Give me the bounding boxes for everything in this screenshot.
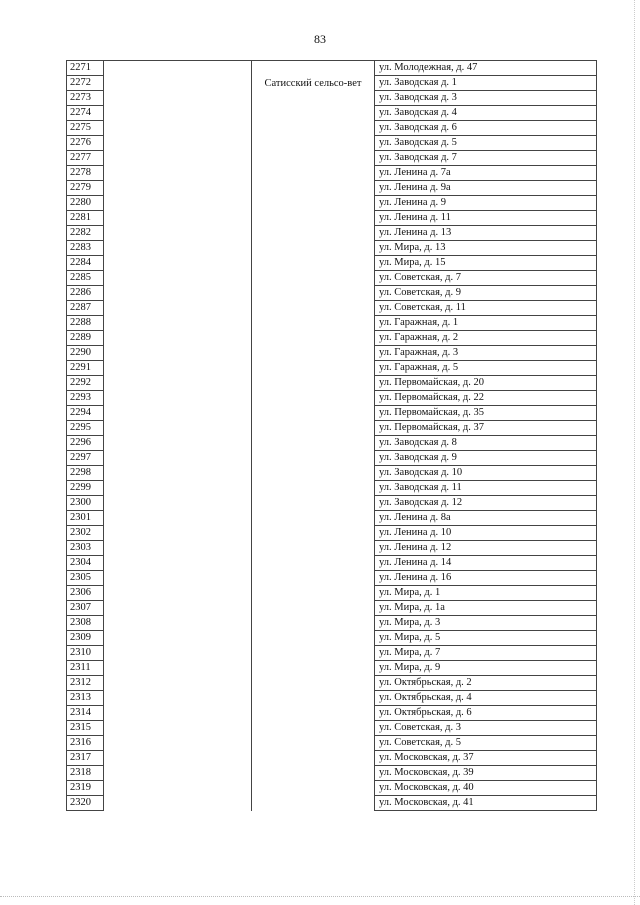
address-cell: ул. Московская, д. 40 [375,781,597,796]
table-row [67,61,597,76]
row-number: 2306 [67,586,104,601]
address-cell: ул. Ленина д. 13 [375,226,597,241]
address-cell: ул. Октябрьская, д. 2 [375,676,597,691]
row-number: 2317 [67,751,104,766]
address-cell: ул. Мира, д. 15 [375,256,597,271]
address-cell: ул. Ленина д. 8а [375,511,597,526]
row-number: 2316 [67,736,104,751]
address-cell: ул. Ленина д. 12 [375,541,597,556]
row-number: 2271 [67,61,104,76]
page-edge-bottom [0,896,640,897]
address-table-body [67,61,597,811]
row-number: 2300 [67,496,104,511]
row-number: 2278 [67,166,104,181]
address-cell: ул. Заводская д. 1 [375,76,597,91]
address-cell: ул. Советская, д. 11 [375,301,597,316]
row-number: 2319 [67,781,104,796]
address-cell: ул. Мира, д. 9 [375,661,597,676]
address-table-container [66,60,597,808]
row-number: 2314 [67,706,104,721]
municipality-cell [252,61,375,811]
address-cell: ул. Гаражная, д. 5 [375,361,597,376]
address-cell: ул. Первомайская, д. 37 [375,421,597,436]
row-number: 2315 [67,721,104,736]
row-number: 2287 [67,301,104,316]
address-cell: ул. Молодежная, д. 47 [375,61,597,76]
municipality-name: Сатисский сельсо-вет [264,78,362,89]
address-cell: ул. Гаражная, д. 3 [375,346,597,361]
row-number: 2282 [67,226,104,241]
address-cell: ул. Ленина д. 11 [375,211,597,226]
address-cell: ул. Мира, д. 3 [375,616,597,631]
row-number: 2284 [67,256,104,271]
address-cell: ул. Октябрьская, д. 4 [375,691,597,706]
address-cell: ул. Заводская д. 3 [375,91,597,106]
address-cell: ул. Первомайская, д. 20 [375,376,597,391]
row-number: 2276 [67,136,104,151]
address-cell: ул. Советская, д. 7 [375,271,597,286]
row-number: 2281 [67,211,104,226]
address-cell: ул. Советская, д. 9 [375,286,597,301]
address-cell: ул. Гаражная, д. 2 [375,331,597,346]
row-number: 2297 [67,451,104,466]
row-number: 2309 [67,631,104,646]
row-number: 2307 [67,601,104,616]
row-number: 2295 [67,421,104,436]
address-cell: ул. Гаражная, д. 1 [375,316,597,331]
district-cell [104,61,252,811]
row-number: 2298 [67,466,104,481]
address-cell: ул. Заводская д. 4 [375,106,597,121]
row-number: 2313 [67,691,104,706]
row-number: 2310 [67,646,104,661]
address-cell: ул. Октябрьская, д. 6 [375,706,597,721]
address-cell: ул. Первомайская, д. 22 [375,391,597,406]
row-number: 2285 [67,271,104,286]
address-cell: ул. Заводская д. 10 [375,466,597,481]
address-cell: ул. Мира, д. 1 [375,586,597,601]
row-number: 2279 [67,181,104,196]
address-cell: ул. Ленина д. 14 [375,556,597,571]
row-number: 2280 [67,196,104,211]
address-cell: ул. Ленина д. 7а [375,166,597,181]
row-number: 2302 [67,526,104,541]
address-cell: ул. Заводская д. 11 [375,481,597,496]
address-cell: ул. Заводская д. 9 [375,451,597,466]
address-cell: ул. Заводская д. 6 [375,121,597,136]
row-number: 2305 [67,571,104,586]
row-number: 2318 [67,766,104,781]
address-cell: ул. Мира, д. 5 [375,631,597,646]
address-cell: ул. Ленина д. 9а [375,181,597,196]
row-number: 2272 [67,76,104,91]
row-number: 2304 [67,556,104,571]
address-cell: ул. Советская, д. 5 [375,736,597,751]
row-number: 2301 [67,511,104,526]
address-cell: ул. Мира, д. 13 [375,241,597,256]
address-cell: ул. Заводская д. 5 [375,136,597,151]
row-number: 2275 [67,121,104,136]
row-number: 2294 [67,406,104,421]
address-cell: ул. Московская, д. 39 [375,766,597,781]
row-number: 2312 [67,676,104,691]
address-cell: ул. Мира, д. 1а [375,601,597,616]
address-cell: ул. Заводская д. 12 [375,496,597,511]
row-number: 2293 [67,391,104,406]
address-cell: ул. Ленина д. 10 [375,526,597,541]
row-number: 2320 [67,796,104,811]
row-number: 2288 [67,316,104,331]
address-cell: ул. Ленина д. 16 [375,571,597,586]
address-cell: ул. Московская, д. 37 [375,751,597,766]
row-number: 2274 [67,106,104,121]
page-edge-right [634,0,635,905]
address-cell: ул. Московская, д. 41 [375,796,597,811]
address-cell: ул. Заводская д. 7 [375,151,597,166]
row-number: 2303 [67,541,104,556]
row-number: 2308 [67,616,104,631]
row-number: 2299 [67,481,104,496]
row-number: 2291 [67,361,104,376]
row-number: 2292 [67,376,104,391]
address-table [66,60,597,811]
row-number: 2311 [67,661,104,676]
address-cell: ул. Первомайская, д. 35 [375,406,597,421]
row-number: 2286 [67,286,104,301]
address-cell: ул. Советская, д. 3 [375,721,597,736]
row-number: 2273 [67,91,104,106]
row-number: 2290 [67,346,104,361]
row-number: 2289 [67,331,104,346]
address-cell: ул. Заводская д. 8 [375,436,597,451]
row-number: 2283 [67,241,104,256]
address-cell: ул. Мира, д. 7 [375,646,597,661]
row-number: 2277 [67,151,104,166]
page-number: 83 [314,32,326,46]
row-number: 2296 [67,436,104,451]
address-cell: ул. Ленина д. 9 [375,196,597,211]
